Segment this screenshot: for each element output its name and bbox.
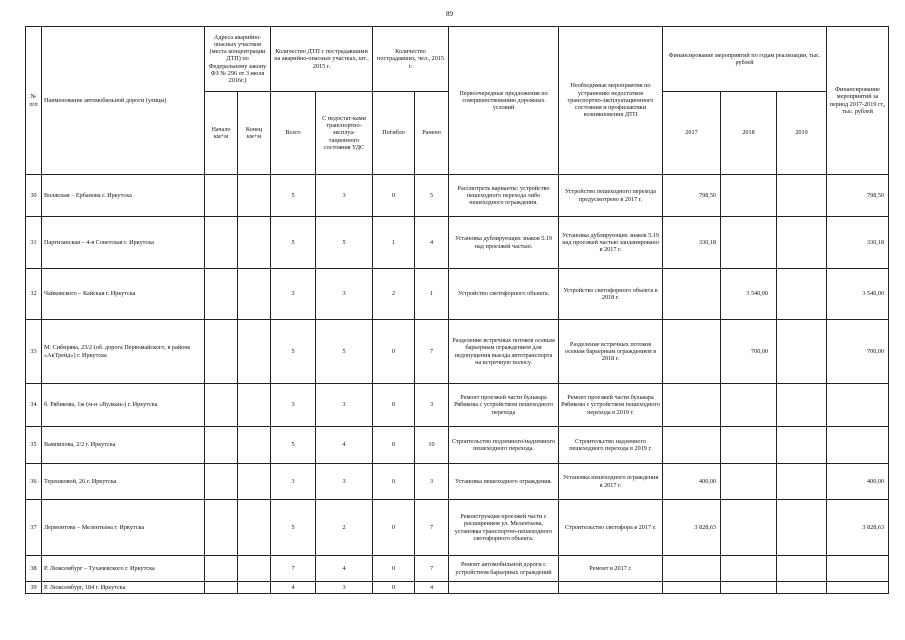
row-ftotal: 330,18	[827, 217, 889, 269]
row-f2018	[721, 384, 777, 427]
row-injured: 7	[415, 556, 449, 582]
row-defects: 4	[316, 427, 373, 464]
row-f2018: 3 540,00	[721, 269, 777, 320]
row-killed: 0	[373, 464, 415, 500]
row-num: 30	[26, 175, 42, 217]
row-total: 3	[271, 384, 316, 427]
row-f2017: 330,18	[663, 217, 721, 269]
row-ftotal: 400,00	[827, 464, 889, 500]
row-total: 5	[271, 217, 316, 269]
row-needed	[559, 582, 663, 594]
row-end	[238, 384, 271, 427]
row-total: 3	[271, 269, 316, 320]
row-needed: Разделение встречных потоков осевым барьерным ограждением в 2018 г.	[559, 320, 663, 384]
row-f2019	[777, 384, 827, 427]
row-killed: 1	[373, 217, 415, 269]
row-defects: 5	[316, 217, 373, 269]
row-total: 4	[271, 582, 316, 594]
row-needed: Устройство светофорного объекта в 2018 г.	[559, 269, 663, 320]
row-end	[238, 175, 271, 217]
row-total: 5	[271, 427, 316, 464]
row-num: 32	[26, 269, 42, 320]
row-injured: 1	[415, 269, 449, 320]
row-priority	[449, 582, 559, 594]
row-f2018	[721, 556, 777, 582]
row-end	[238, 556, 271, 582]
row-total: 7	[271, 556, 316, 582]
row-priority: Ремонт проезжей части бульвара Рябикова с устройством пешеходного перехода	[449, 384, 559, 427]
row-start	[205, 269, 238, 320]
row-defects: 3	[316, 384, 373, 427]
table-row	[26, 464, 889, 500]
row-defects: 3	[316, 464, 373, 500]
row-f2017: 400,00	[663, 464, 721, 500]
row-end	[238, 320, 271, 384]
row-f2019	[777, 175, 827, 217]
row-killed: 0	[373, 427, 415, 464]
row-f2018	[721, 175, 777, 217]
row-end	[238, 427, 271, 464]
row-num: 34	[26, 384, 42, 427]
row-priority: Строительство подземного/надземного пешеходного перехода.	[449, 427, 559, 464]
row-f2019	[777, 582, 827, 594]
table-row	[26, 175, 889, 217]
row-end	[238, 269, 271, 320]
row-start	[205, 320, 238, 384]
row-f2019	[777, 500, 827, 556]
header-priority: Первоочередные предложения по совершенствованию дорожных условий	[449, 27, 559, 175]
row-f2019	[777, 556, 827, 582]
row-killed: 0	[373, 556, 415, 582]
row-end	[238, 582, 271, 594]
row-road: б. Рябикова, 1ж (м-н «Вулкан») г. Иркутска	[42, 384, 205, 427]
header-2017: 2017	[663, 92, 721, 175]
row-needed: Ремонт проезжей части бульвара Рябикова с устройством пешеходного перехода в 2019 г.	[559, 384, 663, 427]
row-f2019	[777, 427, 827, 464]
row-f2018	[721, 500, 777, 556]
row-ftotal	[827, 556, 889, 582]
row-priority: Ремонт автомобильной дороги с устройством барьерных ограждений	[449, 556, 559, 582]
header-2018: 2018	[721, 92, 777, 175]
row-priority: Установка дублирующих знаков 5.19 над проезжей частью.	[449, 217, 559, 269]
row-defects: 3	[316, 269, 373, 320]
header-end: Конец км+м	[238, 92, 271, 175]
row-killed: 0	[373, 500, 415, 556]
row-road: М. Сибирява, 23/2 (об. дорога Первомайского, в районе «АкТрейд») г. Иркутска	[42, 320, 205, 384]
row-injured: 4	[415, 582, 449, 594]
row-end	[238, 500, 271, 556]
row-f2017: 3 828,63	[663, 500, 721, 556]
row-killed: 0	[373, 582, 415, 594]
row-priority: Разделение встречных потоков осевым барьерным ограждением для недопущения выезда автотранспорта на встречную полосу.	[449, 320, 559, 384]
row-needed: Установка пешеходного ограждения в 2017 г.	[559, 464, 663, 500]
row-num: 39	[26, 582, 42, 594]
row-num: 33	[26, 320, 42, 384]
header-with-defects: С недостат-ками транспортно-эксплуа-тационного состояния УДС	[316, 92, 373, 175]
table-row	[26, 269, 889, 320]
row-f2018	[721, 582, 777, 594]
row-f2017	[663, 427, 721, 464]
table-header	[26, 27, 889, 175]
table-row	[26, 500, 889, 556]
row-priority: Устройство светофорного объекта.	[449, 269, 559, 320]
row-road: Партизанская – 4-я Советская г. Иркутска	[42, 217, 205, 269]
row-total: 3	[271, 464, 316, 500]
row-defects: 3	[316, 175, 373, 217]
row-ftotal: 798,50	[827, 175, 889, 217]
row-f2017	[663, 556, 721, 582]
page-number: 89	[446, 10, 453, 18]
row-injured: 10	[415, 427, 449, 464]
row-f2017	[663, 384, 721, 427]
row-needed: Строительство надземного пешеходного перехода в 2019 г.	[559, 427, 663, 464]
header-killed: Погибло	[373, 92, 415, 175]
row-num: 36	[26, 464, 42, 500]
header-financing: Финансирование мероприятий по годам реализации, тыс. рублей	[663, 27, 827, 92]
row-injured: 3	[415, 464, 449, 500]
row-total: 5	[271, 320, 316, 384]
header-start: Начало км+м	[205, 92, 238, 175]
row-start	[205, 556, 238, 582]
header-injured: Ранено	[415, 92, 449, 175]
table-row	[26, 556, 889, 582]
row-num: 31	[26, 217, 42, 269]
row-ftotal: 700,00	[827, 320, 889, 384]
row-killed: 0	[373, 175, 415, 217]
row-injured: 4	[415, 217, 449, 269]
row-start	[205, 427, 238, 464]
row-num: 38	[26, 556, 42, 582]
row-needed: Строительство светофора в 2017 г.	[559, 500, 663, 556]
row-total: 5	[271, 500, 316, 556]
row-ftotal	[827, 384, 889, 427]
row-road: Р. Люксембург, 184 г. Иркутска	[42, 582, 205, 594]
table-row	[26, 427, 889, 464]
header-total: Всего	[271, 92, 316, 175]
row-defects: 2	[316, 500, 373, 556]
table-row	[26, 217, 889, 269]
row-needed: Ремонт в 2017 г.	[559, 556, 663, 582]
header-2019: 2019	[777, 92, 827, 175]
row-injured: 5	[415, 175, 449, 217]
road-safety-table	[25, 26, 889, 594]
row-start	[205, 500, 238, 556]
table-row	[26, 320, 889, 384]
row-f2018	[721, 217, 777, 269]
row-road: Р. Люксембург – Тухачевского г. Иркутска	[42, 556, 205, 582]
row-f2019	[777, 269, 827, 320]
row-ftotal: 3 540,00	[827, 269, 889, 320]
header-road: Наименование автомобильной дороги (улицы)	[42, 27, 205, 175]
row-f2019	[777, 217, 827, 269]
header-num: № п/п	[26, 27, 42, 175]
row-needed: Устройство пешеходного перехода предусмотрено в 2017 г.	[559, 175, 663, 217]
table-row	[26, 582, 889, 594]
row-defects: 4	[316, 556, 373, 582]
row-defects: 3	[316, 582, 373, 594]
row-defects: 5	[316, 320, 373, 384]
row-start	[205, 464, 238, 500]
row-killed: 0	[373, 384, 415, 427]
row-total: 5	[271, 175, 316, 217]
row-road: Чайковского – Кайская г. Иркутска	[42, 269, 205, 320]
row-f2018	[721, 427, 777, 464]
row-f2017	[663, 582, 721, 594]
row-num: 37	[26, 500, 42, 556]
row-num: 35	[26, 427, 42, 464]
row-start	[205, 582, 238, 594]
row-end	[238, 464, 271, 500]
row-ftotal	[827, 582, 889, 594]
row-injured: 3	[415, 384, 449, 427]
row-road: Терешковой, 26 г. Иркутска	[42, 464, 205, 500]
row-end	[238, 217, 271, 269]
row-priority: Рассмотреть варианты: устройство пешеходного перехода либо пешеходного ограждения.	[449, 175, 559, 217]
row-f2019	[777, 320, 827, 384]
row-needed: Установка дублирующих знаков 5.19 над проезжей частью запланировано в 2017 г.	[559, 217, 663, 269]
row-killed: 0	[373, 320, 415, 384]
row-f2017: 798,50	[663, 175, 721, 217]
row-ftotal: 3 828,63	[827, 500, 889, 556]
row-start	[205, 384, 238, 427]
row-ftotal	[827, 427, 889, 464]
row-injured: 7	[415, 320, 449, 384]
table-body	[26, 175, 889, 594]
row-road: Вампилова, 2/2 г. Иркутска	[42, 427, 205, 464]
row-f2019	[777, 464, 827, 500]
header-financing-total: Финансирование мероприятий за период 2017-2019 гг., тыс. рублей	[827, 27, 889, 175]
row-road: Волжская – Ербанова г. Иркутска	[42, 175, 205, 217]
row-f2017	[663, 320, 721, 384]
header-victims: Количество пострадавших, чел., 2015 г.	[373, 27, 449, 92]
header-needed: Необходимые мероприятия по устранению недостатков транспортно-эксплуатационного состояния и профилактики возникновения ДТП	[559, 27, 663, 175]
row-road: Лермонтова – Мелентьева г. Иркутска	[42, 500, 205, 556]
row-start	[205, 217, 238, 269]
row-f2018	[721, 464, 777, 500]
row-priority: Установка пешеходного ограждения.	[449, 464, 559, 500]
row-f2018: 700,00	[721, 320, 777, 384]
row-start	[205, 175, 238, 217]
row-priority: Реконструкция проезжей части с расширением ул. Мелентьева, установка транспортно-пешеходного светофорного объекта.	[449, 500, 559, 556]
row-injured: 7	[415, 500, 449, 556]
row-killed: 2	[373, 269, 415, 320]
table-row	[26, 384, 889, 427]
header-address: Адреса аварийно-опасных участков (места концентрации ДТП) по Федеральному закону ФЗ № 296 от 3 июля 2016г.)	[205, 27, 271, 92]
header-dtp-count: Количество ДТП с пострадавшими на аварийно-опасных участках, шт., 2015 г.	[271, 27, 373, 92]
row-f2017	[663, 269, 721, 320]
